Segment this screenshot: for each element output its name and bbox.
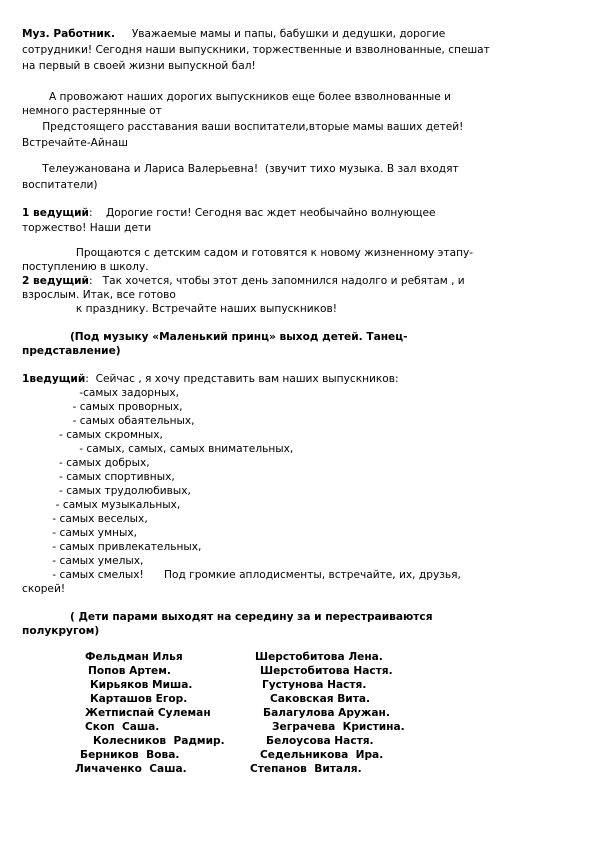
intro-line-1 xyxy=(22,27,445,41)
pair-left-name: Скоп Саша. xyxy=(85,721,160,733)
list-item: - самых трудолюбивых, xyxy=(22,485,191,497)
list-item: - самых скромных, xyxy=(22,429,163,441)
p4-line-1 xyxy=(22,372,399,386)
list-item: - самых веселых, xyxy=(22,513,148,525)
intro-line-3: на первый в своей жизни выпускной бал! xyxy=(22,60,256,72)
p3-speaker-2: 2 ведущий xyxy=(22,275,89,287)
stage-direction-2-line-2: полукругом) xyxy=(22,625,100,637)
pair-right-name: Белоусова Настя. xyxy=(266,735,374,747)
pair-right-name: Шерстобитова Настя. xyxy=(260,665,393,677)
pair-left-name: Фельдман Илья xyxy=(85,651,183,663)
p3-line-6: взрослым. Итак, все готово xyxy=(22,289,176,301)
p3-line-2: торжество! Наши дети xyxy=(22,222,152,234)
list-item: - самых обаятельных, xyxy=(22,415,195,427)
list-item: -самых задорных, xyxy=(22,387,179,399)
p3-line-7: к празднику. Встречайте наших выпускников! xyxy=(22,303,337,315)
p3-text-5: : Так хочется, чтобы этот день запомнился надолго и ребятам , и xyxy=(88,275,465,287)
pair-left-name: Кирьяков Миша. xyxy=(90,679,193,691)
pair-right-name: Шерстобитова Лена. xyxy=(255,651,383,663)
pair-right-name: Седельникова Ира. xyxy=(260,749,384,761)
p2-line-6: воспитатели) xyxy=(22,179,98,191)
stage-direction-1-line-2: представление) xyxy=(22,345,121,357)
list-item: - самых спортивных, xyxy=(22,471,175,483)
pair-left-name: Жетписпай Сулеман xyxy=(85,707,211,719)
list-item: - самых умелых, xyxy=(22,555,144,567)
stage-direction-2-line-1: ( Дети парами выходят на середину за и перестраиваются xyxy=(22,611,433,623)
intro-speaker: Муз. Работник. xyxy=(22,28,116,40)
p2-line-2: немного растерянные от xyxy=(22,105,162,117)
p3-line-3: Прощаются с детским садом и готовятся к новому жизненному этапу- xyxy=(22,247,474,259)
intro-line-2: сотрудники! Сегодня наши выпускники, торжественные и взволнованные, спешат xyxy=(22,44,490,56)
list-item: - самых добрых, xyxy=(22,457,150,469)
stage-direction-1-line-1: (Под музыку «Маленький принц» выход детей. Танец- xyxy=(22,331,408,343)
list-item: - самых музыкальных, xyxy=(22,499,181,511)
pair-right-name: Зеграчева Кристина. xyxy=(272,721,405,733)
list-item: - самых проворных, xyxy=(22,401,183,413)
p2-line-5: Телеужанована и Лариса Валерьевна! (звучит тихо музыка. В зал входят xyxy=(22,163,459,175)
p4-text-1: : Сейчас , я хочу представить вам наших выпускников: xyxy=(85,373,399,385)
p4-last-line: скорей! xyxy=(22,583,66,595)
p4-speaker: 1ведущий xyxy=(22,373,86,385)
p2-line-1: А провожают наших дорогих выпускников еще более взволнованные и xyxy=(22,91,452,103)
pair-right-name: Густунова Настя. xyxy=(262,679,367,691)
list-item: - самых привлекательных, xyxy=(22,541,202,553)
list-item: - самых умных, xyxy=(22,527,137,539)
pair-left-name: Берников Вова. xyxy=(80,749,180,761)
p2-line-4: Встречайте-Айнаш xyxy=(22,137,128,149)
list-item: - самых, самых, самых внимательных, xyxy=(22,443,294,455)
p3-line-1 xyxy=(22,206,436,220)
pair-left-name: Личаченко Саша. xyxy=(75,763,187,775)
p3-line-5 xyxy=(22,274,465,288)
p3-text-1: : Дорогие гости! Сегодня вас ждет необычайно волнующее xyxy=(88,207,436,219)
pair-left-name: Колесников Радмир. xyxy=(93,735,225,747)
pair-left-name: Карташов Егор. xyxy=(90,693,188,705)
p3-speaker-1: 1 ведущий xyxy=(22,207,89,219)
p2-line-3: Предстоящего расставания ваши воспитатели,вторые мамы ваших детей! xyxy=(22,121,464,133)
pair-right-name: Балагулова Аружан. xyxy=(263,707,390,719)
intro-text-1: Уважаемые мамы и папы, бабушки и дедушки, дорогие xyxy=(115,28,446,40)
list-item: - самых смелых! Под громкие аплодисменты, встречайте, их, друзья, xyxy=(22,569,461,581)
pair-right-name: Саковская Вита. xyxy=(270,693,371,705)
p3-line-4: поступлению в школу. xyxy=(22,261,149,273)
pair-left-name: Попов Артем. xyxy=(88,665,171,677)
pair-right-name: Степанов Виталя. xyxy=(250,763,362,775)
